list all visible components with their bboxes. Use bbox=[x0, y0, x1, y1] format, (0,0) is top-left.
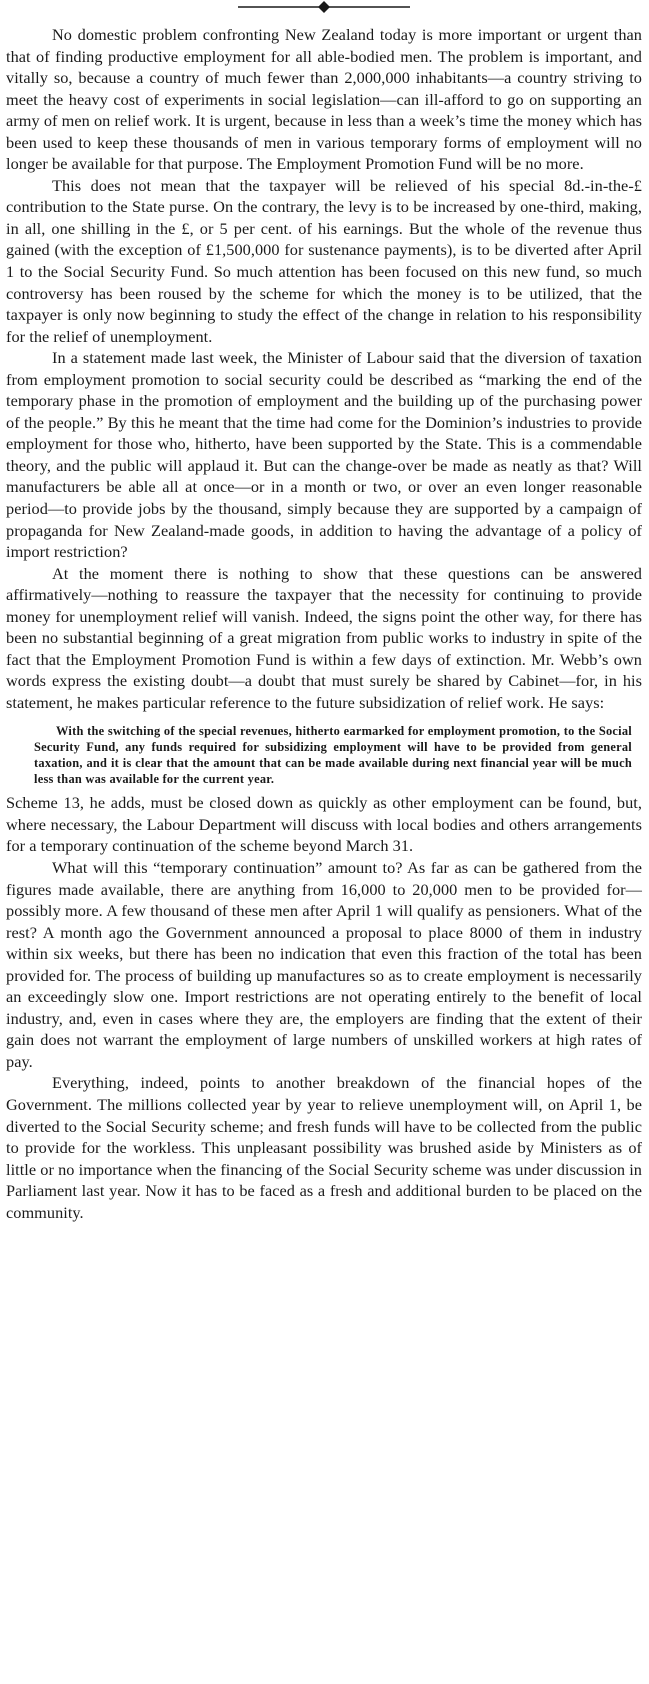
paragraph-1: No domestic problem confronting New Zealand today is more important or urgent than that of finding productive employment for all able-bodied men. The problem is important, and vitally so, because a country of much fewer than 2,000,000 inhabitants—a country striving to meet the heavy cost of experiments in social legislation—can ill-afford to go on supporting an army of men on relief work. It is urgent, because in less than a week’s time the money which has been used to keep these thousands of men in various temporary forms of employment will no longer be available for that purpose. The Employment Promotion Fund will be no more. bbox=[6, 25, 642, 174]
paragraph-3: In a statement made last week, the Minister of Labour said that the diversion of taxation from employment promotion to social security could be described as “marking the end of the temporary phase in the promotion of employment and the building up of the purchasing power of the people.” By this he meant that the time had come for the Dominion’s industries to provide employment for those who, hitherto, have been supported by the State. This is a commendable theory, and the public will applaud it. But can the change-over be made as neatly as that? Will manufacturers be able all at once—or in a month or two, or over an even longer reasonable period—to provide jobs by the thousand, simply because they are supported by a campaign of propaganda for New Zealand-made goods, in addition to having the advantage of a policy of import restriction? bbox=[6, 348, 642, 562]
paragraph-5: Scheme 13, he adds, must be closed down as quickly as other employment can be found, but, where necessary, the Labour Department will discuss with local bodies and others arrangements for a temporary continuation of the scheme beyond March 31. bbox=[6, 793, 642, 856]
paragraph-6: What will this “temporary continuation” amount to? As far as can be gathered from the figures made available, there are anything from 16,000 to 20,000 men to be provided for—possibly more. A few thousand of these men after April 1 will qualify as pensioners. What of the rest? A month ago the Government announced a proposal to place 8000 of them in industry within six weeks, but there has been no indication that even this fraction of the total has been provided for. The process of building up manufactures so as to create employment is necessarily an exceedingly slow one. Import restrictions are not operating entirely to the benefit of local industry, and, even in cases where they are, the employers are finding that the extent of their gain does not warrant the employment of large numbers of unskilled workers at high rates of pay. bbox=[6, 857, 642, 1071]
paragraph-2: This does not mean that the taxpayer will be relieved of his special 8d.-in-the-£ contribution to the State purse. On the contrary, the levy is to be increased by one-third, making, in all, one shilling in the £, or 5 per cent. of his earnings. But the whole of the revenue thus gained (with the exception of £1,500,000 for sustenance payments), is to be diverted after April 1 to the Social Security Fund. So much attention has been focused on this new fund, so much controversy has been roused by the scheme for which the money is to be utilized, that the taxpayer is only now beginning to study the effect of the change in relation to his responsibility for the relief of unemployment. bbox=[6, 175, 642, 346]
ornamental-rule-icon bbox=[6, 0, 642, 14]
article bbox=[6, 0, 642, 1223]
block-quote: With the switching of the special revenues, hitherto earmarked for employment promotion, to the Social Security Fund, any funds required for subsidizing employment will have to be provided from general taxation, and it is clear that the amount that can be made available during next financial year will be much less than was available for the current year. bbox=[34, 723, 632, 787]
paragraph-4: At the moment there is nothing to show that these questions can be answered affirmatively—nothing to reassure the taxpayer that the necessity for continuing to provide money for unemployment relief will vanish. Indeed, the signs point the other way, for there has been no substantial beginning of a great migration from public works to industry in spite of the fact that the Employment Promotion Fund is within a few days of extinction. Mr. Webb’s own words express the existing doubt—a doubt that must surely be shared by Cabinet—for, in his statement, he makes particular reference to the future subsidization of relief work. He says: bbox=[6, 563, 642, 712]
paragraph-7: Everything, indeed, points to another breakdown of the financial hopes of the Government. The millions collected year by year to relieve unemployment will, on April 1, be diverted to the Social Security scheme; and fresh funds will have to be collected from the public to provide for the workless. This unpleasant possibility was brushed aside by Ministers as of little or no importance when the financing of the Social Security scheme was under discussion in Parliament last year. Now it has to be faced as a fresh and additional burden to be placed on the community. bbox=[6, 1073, 642, 1222]
